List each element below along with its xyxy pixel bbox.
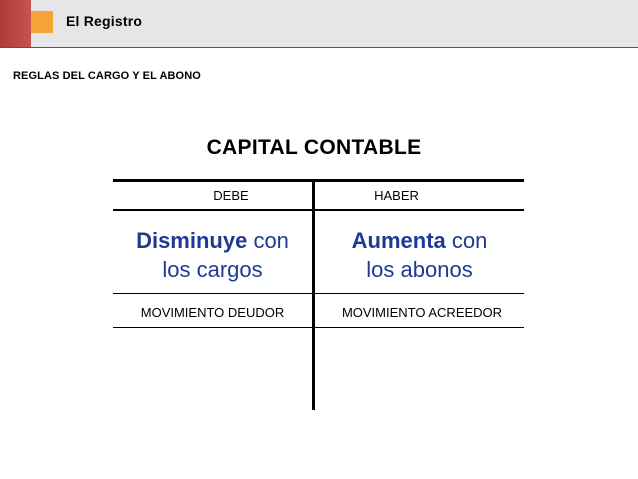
- haber-rule-bold: Aumenta: [351, 228, 446, 253]
- debe-rule: [113, 226, 312, 284]
- haber-header: HABER: [374, 188, 419, 203]
- haber-movement: MOVIMIENTO ACREEDOR: [341, 305, 503, 320]
- t-account-header-underline: [113, 209, 524, 211]
- header-divider: [0, 47, 638, 48]
- haber-rule-rest: con: [445, 228, 488, 253]
- t-account-movement-underline: [113, 327, 524, 328]
- header-red-accent: [0, 0, 31, 47]
- debe-rule-bold: Disminuye: [136, 228, 248, 253]
- haber-rule-line2: los abonos: [366, 257, 473, 282]
- debe-rule-line2: los cargos: [162, 257, 263, 282]
- header-orange-square: [31, 11, 53, 33]
- debe-rule-rest: con: [247, 228, 289, 253]
- t-account-rule-underline: [113, 293, 524, 294]
- section-subtitle: REGLAS DEL CARGO Y EL ABONO: [13, 70, 201, 82]
- t-account-top-line: [113, 179, 524, 182]
- haber-rule: [315, 226, 524, 284]
- debe-rule-line1: [136, 228, 289, 253]
- debe-movement: MOVIMIENTO DEUDOR: [140, 305, 285, 320]
- account-title: CAPITAL CONTABLE: [206, 136, 422, 159]
- t-account-vertical-line: [312, 179, 315, 410]
- haber-rule-line1: [352, 228, 488, 253]
- debe-header: DEBE: [213, 188, 249, 203]
- header-title: El Registro: [66, 13, 143, 29]
